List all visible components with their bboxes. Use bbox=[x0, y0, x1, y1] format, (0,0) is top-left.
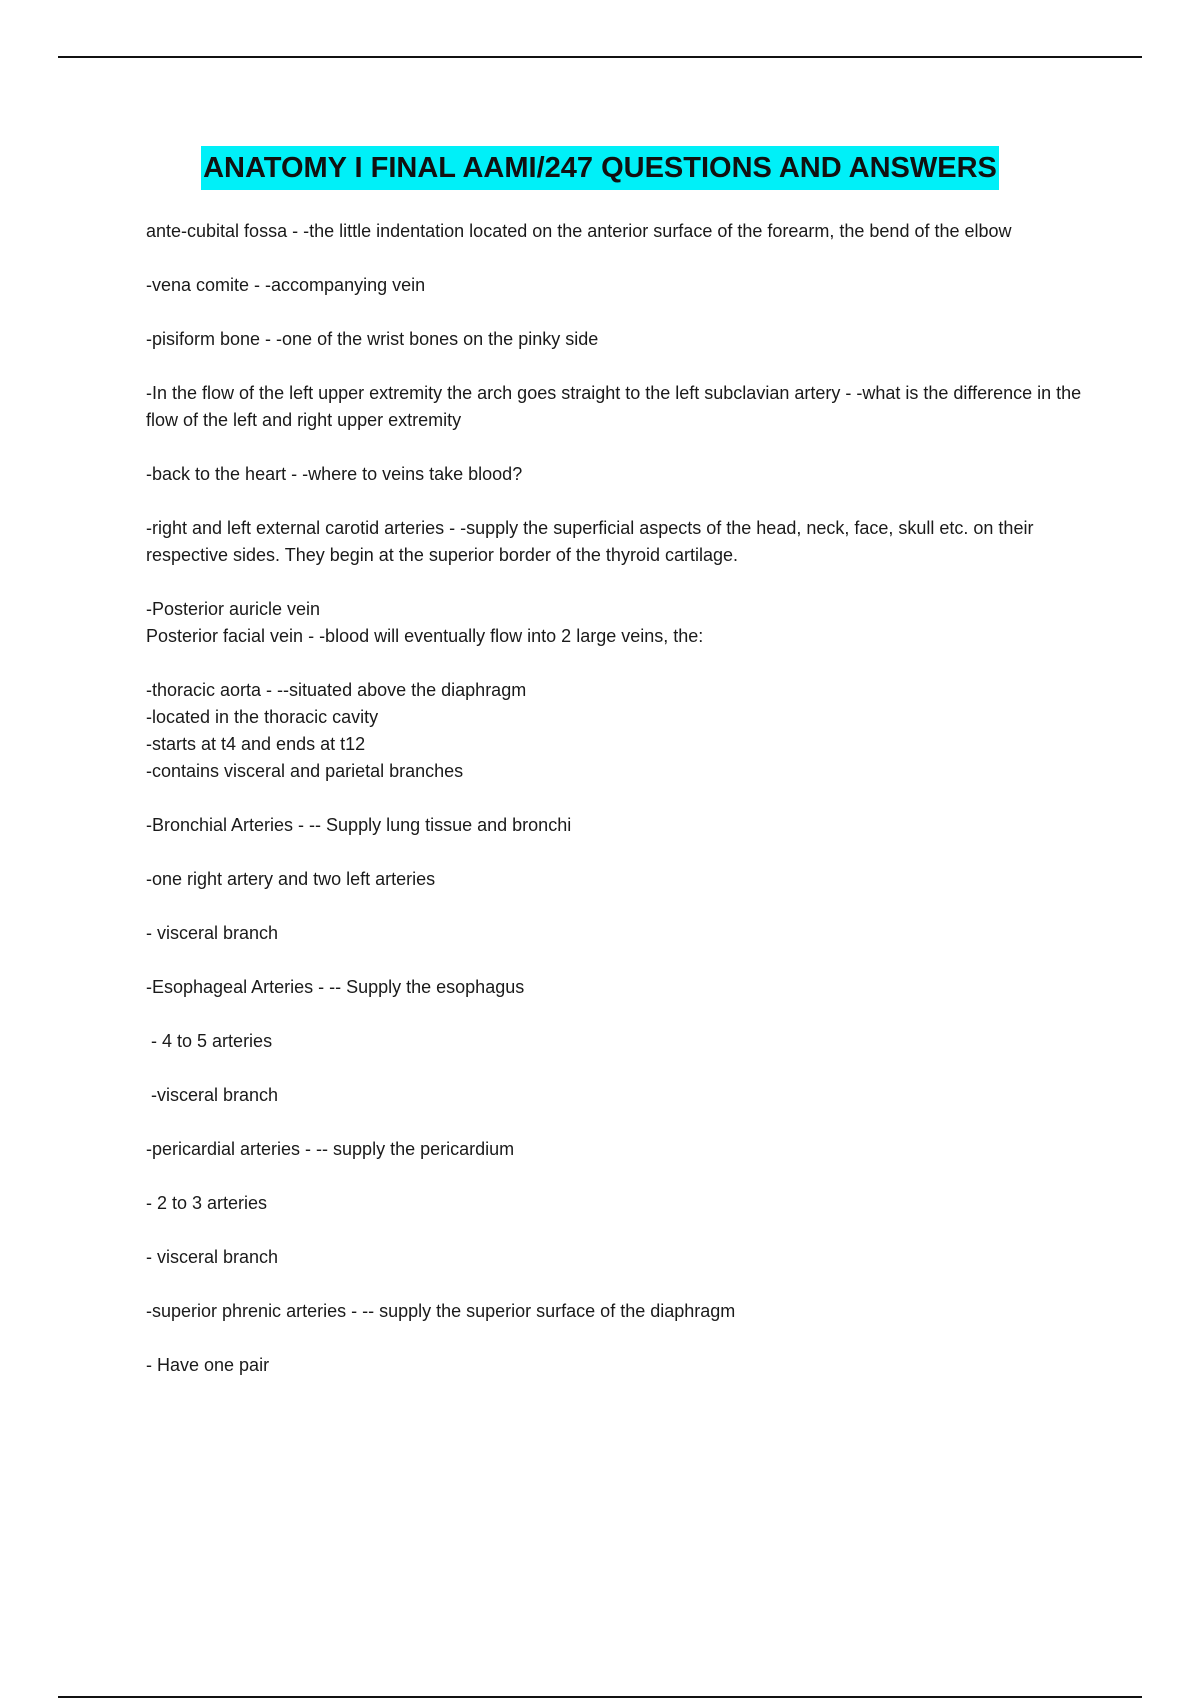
qa-paragraph bbox=[146, 920, 1096, 947]
qa-line: -thoracic aorta - --situated above the diaphragm bbox=[146, 680, 527, 700]
qa-paragraph bbox=[146, 515, 1096, 569]
qa-line: -pericardial arteries - -- supply the pericardium bbox=[146, 1139, 515, 1159]
qa-paragraph bbox=[146, 1190, 1096, 1217]
qa-line: - 4 to 5 arteries bbox=[146, 1031, 273, 1051]
qa-paragraph bbox=[146, 380, 1096, 434]
qa-line: -In the flow of the left upper extremity the arch goes straight to the left subclavian artery - -what is the difference in the flow of the left and right upper extremity bbox=[146, 383, 1087, 430]
title-container bbox=[0, 146, 1200, 190]
qa-line: -back to the heart - -where to veins take blood? bbox=[146, 464, 523, 484]
qa-paragraph bbox=[146, 1136, 1096, 1163]
qa-paragraph bbox=[146, 1028, 1096, 1055]
qa-paragraph bbox=[146, 1352, 1096, 1379]
qa-paragraph bbox=[146, 272, 1096, 299]
document-body bbox=[146, 218, 1096, 1406]
qa-line: Posterior facial vein - -blood will eventually flow into 2 large veins, the: bbox=[146, 626, 704, 646]
qa-line: ante-cubital fossa - -the little indentation located on the anterior surface of the forearm, the bend of the elbow bbox=[146, 221, 1012, 241]
qa-line: -one right artery and two left arteries bbox=[146, 869, 436, 889]
qa-line: -superior phrenic arteries - -- supply the superior surface of the diaphragm bbox=[146, 1301, 736, 1321]
qa-paragraph bbox=[146, 461, 1096, 488]
qa-line: -Posterior auricle vein bbox=[146, 599, 321, 619]
qa-paragraph bbox=[146, 326, 1096, 353]
qa-line: -starts at t4 and ends at t12 bbox=[146, 734, 366, 754]
qa-line: -right and left external carotid arteries - -supply the superficial aspects of the head, neck, face, skull etc. on their respective sides. They begin at the superior border of the thyroid cartilage. bbox=[146, 518, 1039, 565]
qa-line: - visceral branch bbox=[146, 923, 279, 943]
qa-line: - Have one pair bbox=[146, 1355, 270, 1375]
qa-paragraph bbox=[146, 812, 1096, 839]
qa-line: -Bronchial Arteries - -- Supply lung tissue and bronchi bbox=[146, 815, 572, 835]
qa-paragraph bbox=[146, 866, 1096, 893]
qa-paragraph bbox=[146, 596, 1096, 650]
qa-line: -vena comite - -accompanying vein bbox=[146, 275, 426, 295]
qa-paragraph bbox=[146, 1298, 1096, 1325]
qa-line: -contains visceral and parietal branches bbox=[146, 761, 464, 781]
qa-line: - visceral branch bbox=[146, 1247, 279, 1267]
qa-line: - 2 to 3 arteries bbox=[146, 1193, 268, 1213]
qa-line: -Esophageal Arteries - -- Supply the esophagus bbox=[146, 977, 525, 997]
bottom-rule bbox=[58, 1696, 1142, 1698]
qa-paragraph bbox=[146, 1244, 1096, 1271]
qa-line: -pisiform bone - -one of the wrist bones on the pinky side bbox=[146, 329, 599, 349]
qa-line: -located in the thoracic cavity bbox=[146, 707, 379, 727]
qa-paragraph bbox=[146, 677, 1096, 785]
qa-paragraph bbox=[146, 1082, 1096, 1109]
qa-line: -visceral branch bbox=[146, 1085, 279, 1105]
qa-paragraph bbox=[146, 974, 1096, 1001]
document-title: ANATOMY I FINAL AAMI/247 QUESTIONS AND ANSWERS bbox=[201, 146, 999, 190]
qa-paragraph bbox=[146, 218, 1096, 245]
top-rule bbox=[58, 56, 1142, 58]
